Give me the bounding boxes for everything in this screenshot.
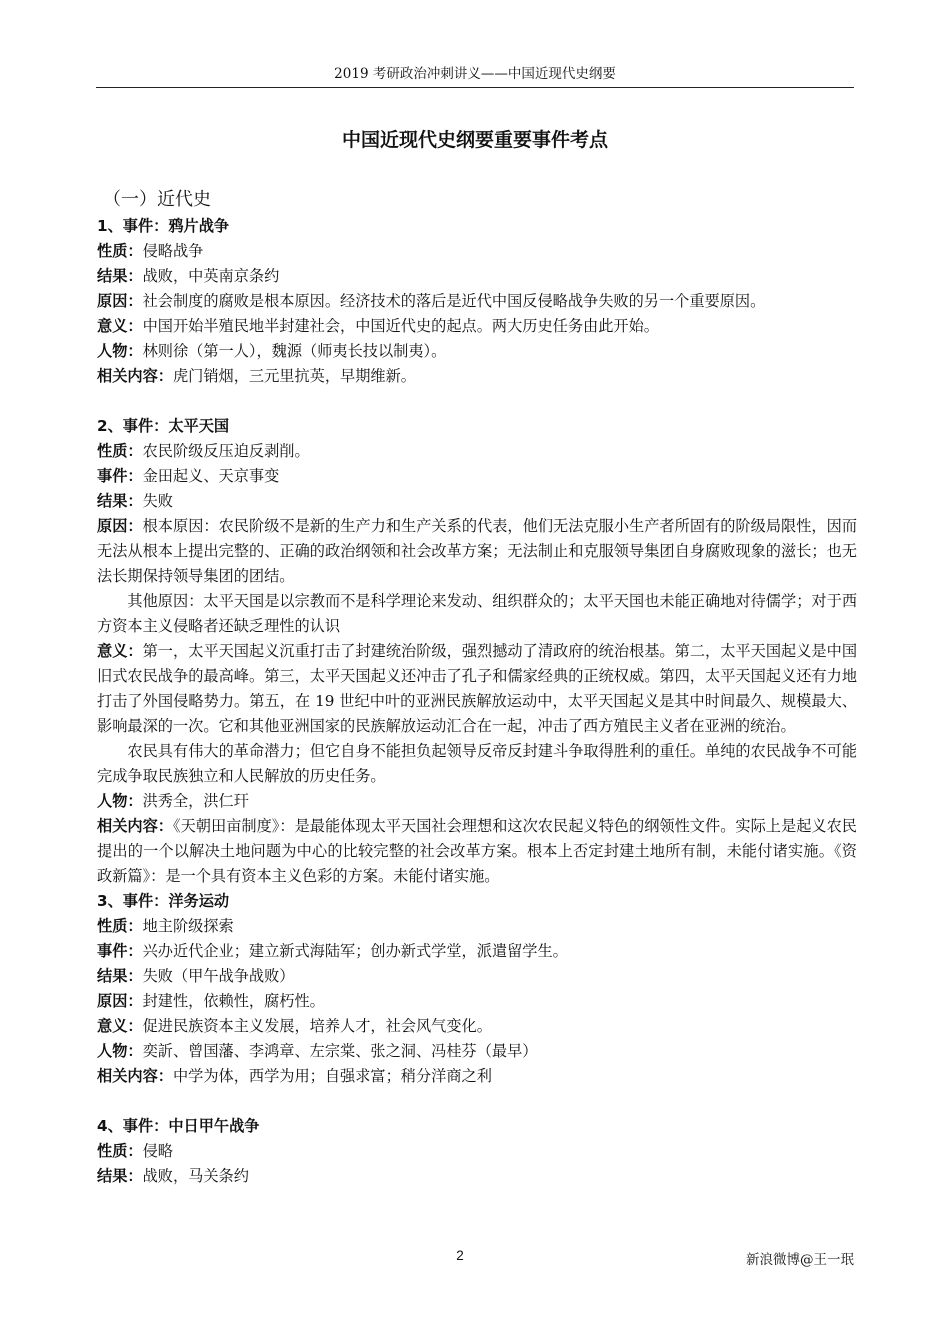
event-item (97, 239, 857, 264)
document-title: 中国近现代史纲要重要事件考点 (341, 129, 608, 151)
event-item (97, 939, 857, 964)
item-text: 失败 (142, 492, 173, 510)
event-item (97, 814, 857, 889)
spacer (97, 389, 857, 414)
item-text: 奕訢、曾国藩、李鸿章、左宗棠、张之洞、冯桂芬（最早） (142, 1042, 538, 1060)
item-text: 地主阶级探索 (142, 917, 234, 935)
item-label: 意义： (97, 1017, 143, 1035)
event-item (97, 464, 857, 489)
item-label: 结果： (97, 1167, 143, 1185)
item-text: 其他原因：太平天国是以宗教而不是科学理论来发动、组织群众的；太平天国也未能正确地对待儒学；对于西方资本主义侵略者还缺乏理性的认识 (97, 592, 857, 635)
item-label: 原因： (97, 292, 143, 310)
item-label: 性质： (97, 917, 143, 935)
item-label: 事件： (97, 467, 143, 485)
item-text: 根本原因：农民阶级不是新的生产力和生产关系的代表，他们无法克服小生产者所固有的阶级局限性，因而无法从根本上提出完整的、正确的政治纲领和社会改革方案；无法制止和克服领导集团自身腐败现象的滋长；也无法长期保持领导集团的团结。 (97, 517, 858, 585)
item-text: 《天朝田亩制度》：是最能体现太平天国社会理想和这次农民起义特色的纲领性文件。实际上是起义农民提出的一个以解决土地问题为中心的比较完整的社会改革方案。根本上否定封建土地所有制，未能付诸实施。《资政新篇》：是一个具有资本主义色彩的方案。未能付诸实施。 (97, 817, 857, 885)
event-paragraph (97, 589, 857, 639)
item-text: 林则徐（第一人），魏源（师夷长技以制夷）。 (142, 342, 447, 360)
item-text: 失败（甲午战争战败） (142, 967, 295, 985)
item-label: 结果： (97, 492, 143, 510)
item-text: 侵略 (142, 1142, 173, 1160)
item-text: 虎门销烟，三元里抗英，早期维新。 (172, 367, 416, 385)
event-paragraph (97, 739, 857, 789)
item-label: 意义： (97, 317, 143, 335)
item-text: 促进民族资本主义发展，培养人才，社会风气变化。 (142, 1017, 492, 1035)
event-item (97, 339, 857, 364)
event-item (97, 1164, 857, 1189)
event-item (97, 289, 857, 314)
page-number: 2 (456, 1248, 464, 1263)
item-label: 事件： (97, 942, 143, 960)
item-text: 农民阶级反压迫反剥削。 (142, 442, 310, 460)
event-item (97, 914, 857, 939)
footer-weibo-credit: 新浪微博@王一珉 (746, 1252, 854, 1268)
event-heading: 2、事件：太平天国 (97, 417, 230, 435)
item-text: 金田起义、天京事变 (142, 467, 280, 485)
item-label: 结果： (97, 267, 143, 285)
event-item (97, 639, 857, 739)
event-item (97, 1139, 857, 1164)
event-item (97, 1039, 857, 1064)
event-item (97, 314, 857, 339)
item-label: 结果： (97, 967, 143, 985)
event-item (97, 1064, 857, 1089)
item-label: 相关内容： (97, 817, 173, 835)
item-label: 性质： (97, 242, 143, 260)
event-item (97, 964, 857, 989)
event-item (97, 489, 857, 514)
item-text: 第一，太平天国起义沉重打击了封建统治阶级，强烈撼动了清政府的统治根基。第二，太平天国起义是中国旧式农民战争的最高峰。第三，太平天国起义还冲击了孔子和儒家经典的正统权威。第四，太平天国起义还有力地打击了外国侵略势力。第五，在 19 世纪中叶的亚洲民族解放运动中，太平天国起义是其中时间最久、规模最大、影响最深的一次。它和其他亚洲国家的民族解放运动汇合在一起，冲击了西方殖民主义者在亚洲的统治。 (97, 642, 858, 735)
item-text: 农民具有伟大的革命潜力；但它自身不能担负起领导反帝反封建斗争取得胜利的重任。单纯的农民战争不可能完成争取民族独立和人民解放的历史任务。 (97, 742, 857, 785)
event-item (97, 514, 857, 589)
item-text: 封建性，依赖性，腐朽性。 (142, 992, 325, 1010)
document-body (97, 186, 857, 1189)
item-text: 中国开始半殖民地半封建社会，中国近代史的起点。两大历史任务由此开始。 (142, 317, 659, 335)
event-item (97, 989, 857, 1014)
running-header: 2019 考研政治冲刺讲义——中国近现代史纲要 (334, 66, 616, 82)
event-heading: 4、事件：中日甲午战争 (97, 1117, 260, 1135)
item-label: 意义： (97, 642, 143, 660)
item-label: 原因： (97, 517, 143, 535)
event-item (97, 1014, 857, 1039)
event-item (97, 439, 857, 464)
item-text: 中学为体，西学为用；自强求富；稍分洋商之利 (172, 1067, 492, 1085)
item-label: 人物： (97, 792, 143, 810)
event-heading: 3、事件：洋务运动 (97, 892, 230, 910)
event-heading: 1、事件：鸦片战争 (97, 217, 230, 235)
event-item (97, 789, 857, 814)
event-item (97, 364, 857, 389)
header-divider (96, 87, 854, 88)
item-label: 人物： (97, 1042, 143, 1060)
section-title: （一）近代史 (103, 189, 211, 210)
item-label: 相关内容： (97, 367, 173, 385)
item-label: 性质： (97, 442, 143, 460)
spacer (97, 1089, 857, 1114)
item-text: 兴办近代企业；建立新式海陆军；创办新式学堂，派遣留学生。 (142, 942, 568, 960)
item-text: 战败，马关条约 (142, 1167, 249, 1185)
item-label: 人物： (97, 342, 143, 360)
item-label: 相关内容： (97, 1067, 173, 1085)
item-label: 性质： (97, 1142, 143, 1160)
item-text: 社会制度的腐败是根本原因。经济技术的落后是近代中国反侵略战争失败的另一个重要原因。 (142, 292, 766, 310)
item-label: 原因： (97, 992, 143, 1010)
event-item (97, 264, 857, 289)
item-text: 侵略战争 (142, 242, 204, 260)
item-text: 洪秀全，洪仁玕 (142, 792, 249, 810)
item-text: 战败，中英南京条约 (142, 267, 280, 285)
